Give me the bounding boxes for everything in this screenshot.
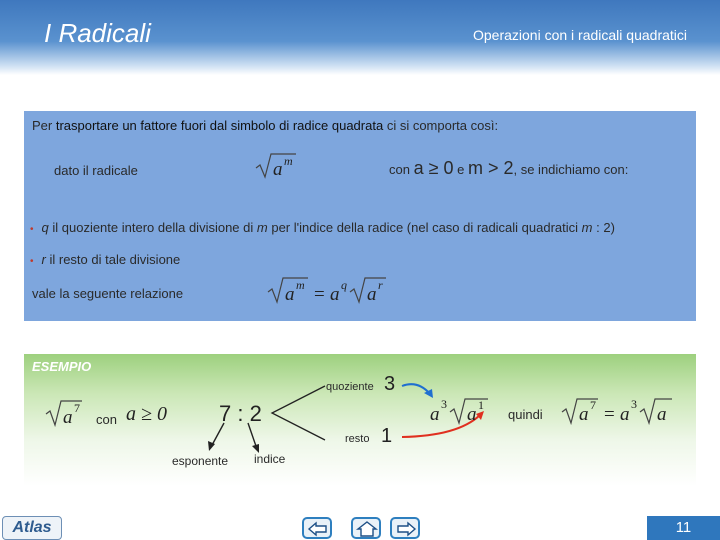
svg-text:a: a (330, 284, 340, 305)
condition-text: con a ≥ 0 e m > 2, se indichiamo con: (389, 158, 629, 178)
home-button[interactable] (351, 517, 381, 539)
svg-text:a: a (63, 407, 73, 428)
svg-text:7: 7 (590, 398, 596, 412)
next-button[interactable] (390, 517, 420, 539)
division-text: 7 : 2 (219, 401, 262, 426)
quindi-text: quindi (508, 407, 543, 422)
example-con: con (96, 412, 117, 427)
example-label: ESEMPIO (32, 359, 92, 374)
svg-text:a: a (620, 404, 630, 425)
example-condition: a ≥ 0 (126, 403, 167, 425)
bullet-quotient: • q il quoziente intero della divisione di m per l'indice della radice (nel caso di radicali quadratici m : 2) (30, 220, 615, 235)
svg-text:a: a (657, 404, 667, 425)
final-result (560, 396, 674, 426)
arrow-left-icon (308, 522, 328, 536)
svg-text:a: a (579, 404, 589, 425)
svg-text:1: 1 (478, 398, 484, 412)
remainder-label: resto (345, 433, 370, 445)
svg-text:=: = (604, 404, 615, 425)
svg-text:a: a (367, 284, 377, 305)
svg-text:a: a (467, 404, 477, 425)
svg-text:q: q (341, 278, 347, 292)
given-radical-label: dato il radicale (54, 163, 138, 178)
result-partial (430, 396, 492, 426)
home-icon (357, 521, 377, 537)
svg-text:7: 7 (74, 401, 80, 415)
arrow-right-icon (396, 522, 416, 536)
page-title: I Radicali (44, 18, 151, 48)
svg-text:a: a (430, 404, 440, 425)
remainder-value: 1 (381, 425, 393, 447)
svg-text:m: m (296, 278, 305, 292)
quotient-label: quoziente (326, 381, 374, 393)
intro-sentence: Per trasportare un fattore fuori dal simbolo di radice quadrata ci si comporta così: (32, 118, 499, 133)
page-subtitle: Operazioni con i radicali quadratici (473, 27, 687, 43)
index-label: indice (254, 452, 286, 466)
prev-button[interactable] (302, 517, 332, 539)
bullet-remainder: • r il resto di tale divisione (30, 252, 181, 267)
page-number: 11 (647, 516, 720, 540)
svg-text:3: 3 (631, 397, 637, 411)
exponent-label: esponente (172, 454, 229, 468)
svg-text:3: 3 (441, 397, 447, 411)
svg-text:r: r (378, 278, 383, 292)
svg-text:a: a (285, 284, 295, 305)
atlas-logo[interactable]: Atlas (2, 516, 62, 540)
quotient-value: 3 (384, 373, 396, 395)
svg-text:m: m (284, 154, 293, 168)
svg-text:=: = (314, 284, 325, 305)
svg-text:a: a (273, 159, 283, 180)
relation-label: vale la seguente relazione (32, 286, 184, 301)
